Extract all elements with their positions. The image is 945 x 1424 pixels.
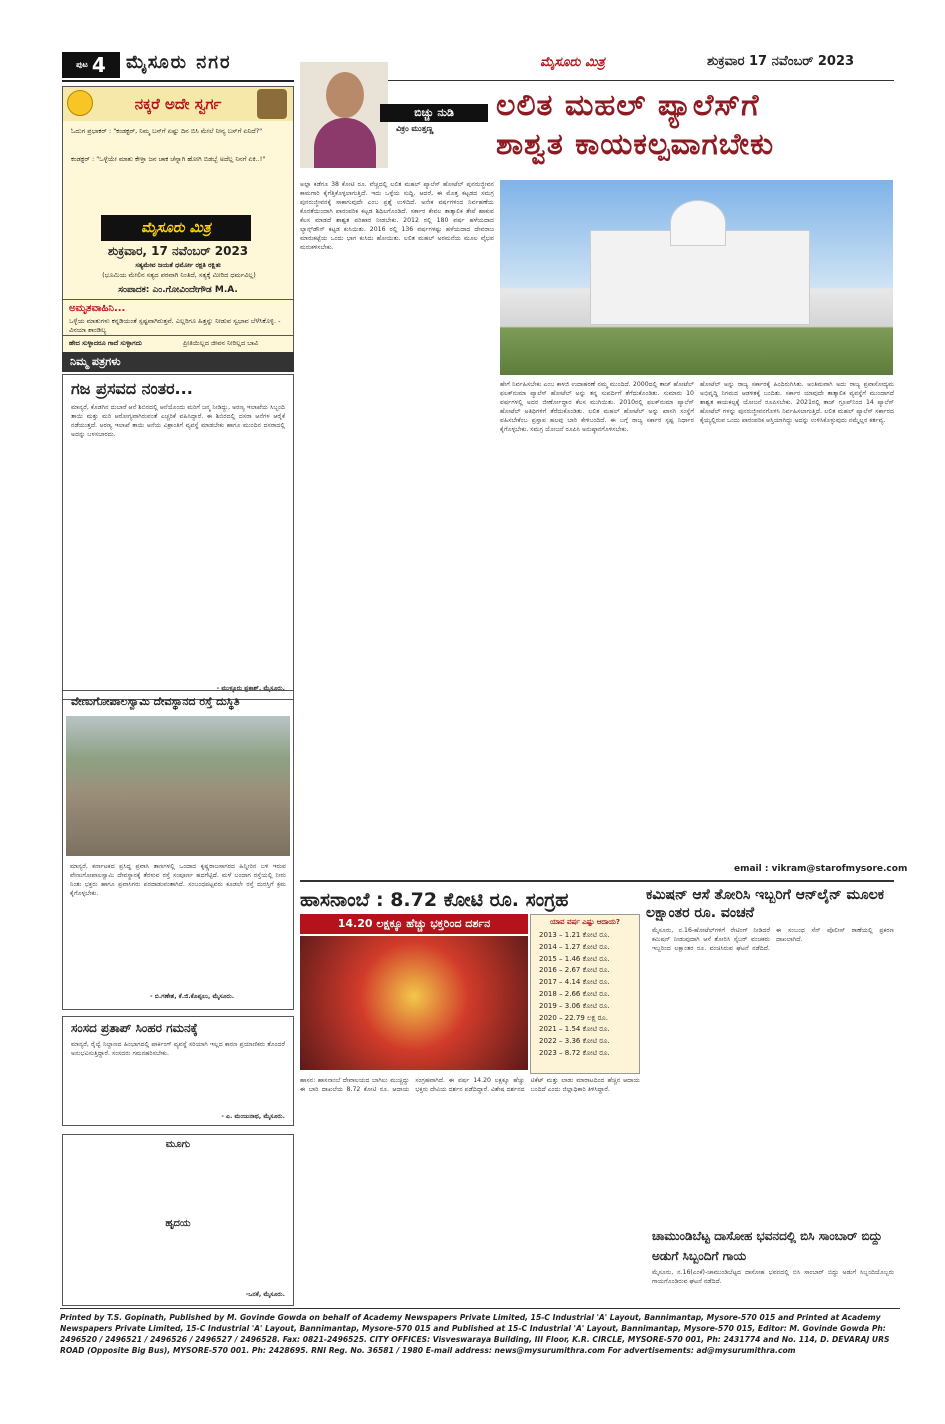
letters-section-label: ನಿಮ್ಮ ಪತ್ರಗಳು (70, 355, 121, 368)
editorial-col-1: ಅಲ್ಲಾ ಕಡೆಗೂ 38 ಕೋಟಿ ರೂ. ವೆಚ್ಚದಲ್ಲಿ ಲಲಿತ ಮಹಲ್ ಪ್ಯಾಲೆಸ್ ಹೋಟೆಲ್ ಪುನರುಜ್ಜೀವನ ಕಾಮಗಾರಿ ಕೈಗೆತ್ತಿಕೊಳ್ಳಲಾಗುತ್ತಿದೆ. ಇದು ಒಳ್ಳೆಯ ಸುದ್ದಿ. ಆದರೆ, ಈ ಮೊತ್ತ ಕಟ್ಟಡದ ಸಮಗ್ರ ಪುನರುಜ್ಜೀವನಕ್ಕೆ ಸಾಕಾಗುವುದೇ ಎಂಬ ಪ್ರಶ್ನೆ ಉಳಿದಿದೆ. ಅನೇಕ ವರ್ಷಗಳಿಂದ ನಿರ್ವಹಣೆಯ ಕೊರತೆಯಿಂದಾಗಿ ಪಾರಂಪರಿಕ ಕಟ್ಟಡ ಶಿಥಿಲಗೊಂಡಿದೆ. ಸರ್ಕಾರ ಕೇವಲ ತಾತ್ಕಾಲಿಕ ತೇಪೆ ಹಾಕುವ ಕೆಲಸ ಮಾಡದೆ ಶಾಶ್ವತ ಪರಿಹಾರ ನೀಡಬೇಕು. 2012 ರಲ್ಲಿ 180 ವರ್ಷ ಹಳೆಯದಾದ ಲ್ಯಾನ್ಸ್‌ಡೌನ್ ಕಟ್ಟಡ ಕುಸಿಯಿತು. 2016 ರಲ್ಲಿ 136 ವರ್ಷಗಳಷ್ಟು ಹಳೆಯದಾದ ದೇವರಾಜ ಮಾರುಕಟ್ಟೆಯ ಒಂದು ಭಾಗ ಕುಸಿದು ಹೋಯಿತು. ಲಲಿತ ಮಹಲ್ ಅರಮನೆಯ ಮೂಲ ವೈಭವ ಮರುಕಳಿಸಬೇಕು. (300, 181, 494, 251)
divider (63, 335, 293, 336)
masthead-editor: ಸಂಪಾದಕ: ಎಂ.ಗೋವಿಂದೇಗೌಡ M.A. (118, 285, 238, 295)
footer-rule (60, 1308, 900, 1309)
author-photo (300, 62, 388, 168)
year-row: 2020 – 22.79 ಲಕ್ಷ ರೂ. (539, 1013, 608, 1022)
year-row: 2018 – 2.66 ಕೋಟಿ ರೂ. (539, 989, 610, 998)
humor-title: ನಕ್ಕರೆ ಅದೇ ಸ್ವರ್ಗ (134, 95, 222, 113)
letter-2-body: ಮಾನ್ಯರೆ, ಕರ್ನಾಟಕದ ಪ್ರಸಿದ್ಧ ಪ್ರವಾಸಿ ತಾಣಗಳಲ್ಲಿ ಒಂದಾದ ಕೃಷ್ಣರಾಜಸಾಗರದ ಹಿನ್ನೀರಿನ ಬಳಿ ಇರುವ ವೇಣುಗೋಪಾಲಸ್ವಾಮಿ ದೇವಸ್ಥಾನಕ್ಕೆ ತೆರಳುವ ರಸ್ತೆ ಸಂಪೂರ್ಣ ಹದಗೆಟ್ಟಿದೆ. ಮಳೆ ಬಂದಾಗ ರಸ್ತೆಯಲ್ಲಿ ನೀರು ನಿಂತು ಭಕ್ತರು ಹಾಗೂ ಪ್ರವಾಸಿಗರು ಪರದಾಡುವಂತಾಗಿದೆ. ಸಂಬಂಧಪಟ್ಟವರು ಕೂಡಲೇ ರಸ್ತೆ ದುರಸ್ತಿಗೆ ಕ್ರಮ ಕೈಗೊಳ್ಳಬೇಕು. (70, 863, 286, 897)
chamundi-headline: ಚಾಮುಂಡಿಬೆಟ್ಟ ದಾಸೋಹ ಭವನದಲ್ಲಿ ಬಿಸಿ ಸಾಂಬಾರ್ ಬಿದ್ದು ಅಡುಗೆ ಸಿಬ್ಬಂದಿಗೆ ಗಾಯ (652, 1229, 883, 1263)
section-rule (300, 880, 894, 882)
divider (63, 299, 293, 300)
hasanambe-photo (300, 936, 528, 1070)
laughing-emoji-icon (67, 90, 93, 116)
masthead-logo: ಮೈಸೂರು ಮಿತ್ರ (101, 215, 251, 241)
cartoon-icon (257, 89, 287, 119)
hasanambe-headline: ಹಾಸನಾಂಬೆ : 8.72 ಕೋಟಿ ರೂ. ಸಂಗ್ರಹ (300, 889, 569, 911)
editorial-col-3: ಹೋಟೆಲ್ ಅನ್ನು ರಾಜ್ಯ ಸರ್ಕಾರಕ್ಕೆ ಹಿಂದಿರುಗಿಸಿತು. ಅಂತಿಮವಾಗಿ ಅದು ರಾಜ್ಯ ಪ್ರವಾಸೋದ್ಯಮ ಅಭಿವೃದ್ಧಿ ನಿಗಮದ ಆಡಳಿತಕ್ಕೆ ಬಂದಿತು. ಸರ್ಕಾರ ಯಾವುದೇ ತಾತ್ಕಾಲಿಕ ವ್ಯವಸ್ಥೆಗೆ ಮುಂದಾಗದೆ ಶಾಶ್ವತ ಕಾಯಕಲ್ಪಕ್ಕೆ ಯೋಜನೆ ರೂಪಿಸಬೇಕು. 2021ರಲ್ಲಿ ತಾಜ್ ಗ್ರೂಪ್‌ನಿಂದ 14 ಪ್ಯಾಲೆಸ್ ಹೋಟೆಲ್ ಗಳನ್ನು ಪುನರುಜ್ಜೀವನಗೊಳಿಸಿ ನಿರ್ವಹಿಸಲಾಗುತ್ತಿದೆ. ಲಲಿತ ಮಹಲ್ ಪ್ಯಾಲೆಸ್ ಸರ್ಕಾರದ ಕೈಯ್ಯಲ್ಲಿರುವ ಒಂದು ಪಾರಂಪರಿಕ ಆಸ್ತಿಯಾಗಿದ್ದು ಅದನ್ನು ಉಳಿಸಿಕೊಳ್ಳುವುದು ನಮ್ಮೆಲ್ಲರ ಕರ್ತವ್ಯ. (700, 381, 894, 424)
amrita-text: ಒಳ್ಳೆಯ ಮಾತುಗಳು ಕನ್ನಡಿಯಂತೆ ಸ್ಪಷ್ಟವಾಗಿರುತ್ತವೆ. ಎಲ್ಲರಿಗೂ ಹಿತ್ತನ್ನು ನೀಡುವ ಸ್ವಭಾವ ಬೆಳೆಸಿಕೊಳ್ಳಿ. - ವಿನಯಾ ಶಾಂಡಿಲ್ಯ (69, 317, 281, 334)
proverb-box: ಹೇದ ಸುಳ್ಳಾದರೂ ಗಾದೆ ಸುಳ್ಳಾಗದು (69, 339, 142, 347)
masthead-date: ಶುಕ್ರವಾರ, 17 ನವೆಂಬರ್ 2023 (107, 244, 249, 258)
year-row: 2021 – 1.54 ಕೋಟಿ ರೂ. (539, 1025, 610, 1034)
author-email[interactable]: email : vikram@starofmysore.com (734, 864, 908, 874)
editorial-col-2: ಹೇಗೆ ನಿರ್ವಹಿಸಬೇಕು ಎಂಬ ಕಾಳಜಿ ಉದಾಹರಣೆ ನಮ್ಮ ಮುಂದಿದೆ. 2000ದಲ್ಲಿ ತಾಜ್ ಹೋಟೆಲ್ ಫಲಕ್‌ನುಮಾ ಪ್ಯಾಲೆಸ್ ಹೋಟೆಲ್ ಅನ್ನು ತನ್ನ ಸುಪರ್ದಿಗೆ ತೆಗೆದುಕೊಂಡಿತು. ಸುಮಾರು 10 ವರ್ಷಗಳಲ್ಲಿ ಅದರ ಜೀರ್ಣೋದ್ಧಾರ ಕೆಲಸ ಮುಗಿಯಿತು. 2010ರಲ್ಲಿ ಫಲಕ್‌ನುಮಾ ಪ್ಯಾಲೆಸ್ ಹೋಟೆಲ್ ಅತಿಥಿಗಳಿಗೆ ತೆರೆದುಕೊಂಡಿತು. ಲಲಿತ ಮಹಲ್ ಹೋಟೆಲ್ ಅನ್ನು ಖಾಸಗಿ ಸಂಸ್ಥೆಗೆ ವಹಿಸಬೇಕೆಂಬ ಪ್ರಸ್ತಾಪ ಹಲವು ಬಾರಿ ಕೇಳಿಬಂದಿದೆ. ಈ ಬಗ್ಗೆ ರಾಜ್ಯ ಸರ್ಕಾರ ಸ್ಪಷ್ಟ ನಿರ್ಧಾರ ಕೈಗೊಳ್ಳಬೇಕು. ಸಮಗ್ರ ಯೋಜನೆ ರೂಪಿಸಿ ಅನುಷ್ಠಾನಗೊಳಿಸಬೇಕು. (500, 381, 694, 433)
humor-title-bar (63, 87, 293, 121)
year-box-title: ಯಾವ ವರ್ಷ ಎಷ್ಟು ಆದಾಯ? (550, 918, 620, 926)
proverb-box-2: ಪ್ರೀತಿಯಿಲ್ಲದ ಜೀವನ ನೀರಿಲ್ಲದ ಬಾವಿ (183, 339, 259, 347)
column-tag: ಬಿಚ್ಚು ನುಡಿ (380, 104, 488, 122)
online-fraud-body: ಮೈಸೂರು, ನ.16-ಹೋಟೆಲ್‌ಗಳಿಗೆ ರೇಟಿಂಗ್ ನೀಡಿದರೆ ಕಮಿಷನ್ ನೀಡುವುದಾಗಿ ಆಸೆ ತೋರಿಸಿ ಸೈಬರ್ ವಂಚಕರು ಇಬ್ಬರಿಂದ ಲಕ್ಷಾಂತರ ರೂ. ವಂಚಿಸಿರುವ ಘಟನೆ ನಡೆದಿದೆ. ಈ ಸಂಬಂಧ ಸೆನ್ ಪೊಲೀಸ್ ಠಾಣೆಯಲ್ಲಿ ಪ್ರಕರಣ ದಾಖಲಾಗಿದೆ. (652, 927, 894, 952)
letter-2-sign: - ಬಿ.ಗಣೇಶ, ಕೆ.ಜಿ.ಕೊಪ್ಪಲು, ಮೈಸೂರು. (150, 993, 235, 1000)
letter-1-title: ಗಜ ಪ್ರಸವದ ನಂತರ... (71, 379, 193, 398)
publication-logo: ಮೈಸೂರು ಮಿತ್ರ (540, 55, 605, 70)
headline-line-2: ಶಾಶ್ವತ ಕಾಯಕಲ್ಪವಾಗಬೇಕು (496, 127, 775, 162)
humor-box (62, 86, 294, 358)
humor-line-2: ಕಂಡಕ್ಟರ್ : "ಒಳ್ಳೆಯೇ ಮಾತು ಕೇಳ್ತಾ ಜನ ಚಾಕ ಚೆನ್ನಾಗಿ ಹೋಗಿ ಬಿಡಬ್ಬೆ ಅದೆಲ್ಲ ನಿನಗೆ ಏಕಿ..!" (71, 155, 266, 163)
hasanambe-body: ಹಾಸನ: ಹಾಸನಾಂಬೆ ದೇವಾಲಯದ ಬಾಗಿಲು ಮುಚ್ಚಿದ್ದು ಈ ಬಾರಿ ದಾಖಲೆಯ 8.72 ಕೋಟಿ ರೂ. ಆದಾಯ ಸಂಗ್ರಹವಾಗಿದೆ. ಈ ವರ್ಷ 14.20 ಲಕ್ಷಕ್ಕೂ ಹೆಚ್ಚು ಭಕ್ತರು ದೇವಿಯ ದರ್ಶನ ಪಡೆದಿದ್ದಾರೆ. ವಿಶೇಷ ದರ್ಶನದ ಟಿಕೆಟ್ ಮತ್ತು ಲಾಡು ಮಾರಾಟದಿಂದ ಹೆಚ್ಚಿನ ಆದಾಯ ಬಂದಿದೆ ಎಂದು ಜಿಲ್ಲಾಧಿಕಾರಿ ತಿಳಿಸಿದ್ದಾರೆ. (300, 1077, 640, 1093)
letter-3-body: ಮಾನ್ಯರೆ, ರೈಲ್ವೆ ನಿಲ್ದಾಣದ ಹಿಂಭಾಗದಲ್ಲಿ ಪಾರ್ಕಿಂಗ್ ವ್ಯವಸ್ಥೆ ಸರಿಯಾಗಿ ಇಲ್ಲದ ಕಾರಣ ಪ್ರಯಾಣಿಕರು ತೊಂದರೆ ಅನುಭವಿಸುತ್ತಿದ್ದಾರೆ. ಸಂಸದರು ಗಮನಹರಿಸಬೇಕು. (71, 1041, 285, 1057)
author-face (326, 72, 364, 118)
header-divider (62, 80, 294, 82)
year-row: 2013 – 1.21 ಕೋಟಿ ರೂ. (539, 931, 610, 939)
headline-line-1: ಲಲಿತ ಮಹಲ್ ಪ್ಯಾಲೆಸ್‌ಗೆ (496, 88, 760, 123)
imprint-footer: Printed by T.S. Gopinath, Published by M. Govinde Gowda on behalf of Academy Newspapers Private Limited, 15-C Industrial 'A' Layout, Bannimantap, Mysore-570 015 and Printed at Academy Newspapers Private Limited, 15-C Industrial 'A' Layout, Bannimantap, Mysore-570 015 and Published at 15-C Industrial 'A' Layout, Bannimantap, Mysore-570 015, Editor: M. Govinde Gowda Ph: 2496520 / 2496521 / 2496526 / 2496527 / 2496528. Fax: 0821-2496525. CITY OFFICES: Visveswaraya Building, III Floor, K.R. CIRCLE, MYSORE-570 001, Ph: 2431774 and No. 114, D. DEVARAJ URS ROAD (Opposite Big Bus), MYSORE-570 001. Ph: 2428695. RNI Reg. No. 36581 / 1980 E-mail address: news@mysurumithra.com For advertisements: ad@mysurumithra.com (60, 1313, 890, 1355)
poem-title-2: ಹೃದಯ (165, 1218, 191, 1229)
chamundi-body: ಮೈಸೂರು, ನ.16(ಎಂಕೆ)-ಚಾಮುಂಡಿಬೆಟ್ಟದ ದಾಸೋಹ ಭವನದಲ್ಲಿ ಬಿಸಿ ಸಾಂಬಾರ್ ಬಿದ್ದು ಅಡುಗೆ ಸಿಬ್ಬಂದಿಯೊಬ್ಬರು ಗಾಯಗೊಂಡಿರುವ ಘಟನೆ ನಡೆದಿದೆ. (652, 1269, 894, 1285)
hasanambe-subheadline: 14.20 ಲಕ್ಷಕ್ಕೂ ಹೆಚ್ಚು ಭಕ್ತರಿಂದ ದರ್ಶನ (300, 914, 528, 934)
year-row: 2016 – 2.67 ಕೋಟಿ ರೂ. (539, 966, 610, 975)
road-photo (66, 716, 290, 856)
poem-sign: -ಒನಕೆ, ಮೈಸೂರು. (245, 1291, 285, 1298)
author-shirt (314, 118, 376, 168)
year-row: 2015 – 1.46 ಕೋಟಿ ರೂ. (539, 954, 610, 963)
section-title: ಮೈಸೂರು ನಗರ (126, 52, 232, 73)
year-row: 2019 – 3.06 ಕೋಟಿ ರೂ. (539, 1001, 610, 1010)
letter-2-title: ವೇಣುಗೋಪಾಲಸ್ವಾಮಿ ದೇವಸ್ಥಾನದ ರಸ್ತೆ ದುಸ್ಥಿತಿ (71, 695, 240, 708)
author-name: ವಿಕ್ರಂ ಮುತ್ತಣ್ಣ (396, 124, 434, 133)
year-row: 2023 – 8.72 ಕೋಟಿ ರೂ. (539, 1048, 610, 1057)
letter-3-sign: - ಎ. ಮಂಜುನಾಥ, ಮೈಸೂರು. (221, 1113, 285, 1120)
year-row: 2022 – 3.36 ಕೋಟಿ ರೂ. (539, 1037, 610, 1046)
page-number-value: 4 (91, 53, 106, 77)
letter-1 (62, 374, 294, 700)
lalitha-mahal-photo (500, 180, 893, 375)
poem-title: ಮೂಗು (165, 1139, 191, 1150)
page-number (62, 52, 120, 78)
masthead-motto: ಸತ್ಯಮೇವ ಜಯತೆ ಧರ್ಮೋ ರಕ್ಷತಿ ರಕ್ಷಿತಃ (135, 261, 221, 269)
editorial-headline (496, 86, 894, 164)
humor-line-1: ಓದುಗ ಪ್ರಭಾಕರ್ : "ಕಂಡಕ್ಟರ್, ನಿಮ್ಮ ಬಸ್‌ಗೆ ಏಷ್ಟು ದಿನ ಬಿಸಿ ಮೇಲೆ ನೀನ್ಯ ಬಸ್‌ಗೆ ಏನಿದೆ?" (71, 127, 263, 135)
letters-section-header (62, 352, 294, 372)
header-rule (300, 80, 894, 81)
letter-1-sign: - ಮುಳ್ಳೂರು ಪ್ರಕಾಶ್, ಮೈಸೂರು. (216, 685, 285, 692)
online-fraud-headline: ಕಮಿಷನ್ ಆಸೆ ತೋರಿಸಿ ಇಬ್ಬರಿಗೆ ಆನ್‌ಲೈನ್ ಮೂಲಕ ಲಕ್ಷಾಂತರ ರೂ. ವಂಚನೆ (646, 887, 885, 921)
poem-box (62, 1134, 294, 1306)
masthead-motto-2: (ಭೂಮಿಯ ಮೇಲಿನ ಸತ್ಯದ ಪರವಾಗಿ ನಿಂತಿದೆ, ಸತ್ಯಕ್ಕೆ ಮೀರಿದ ಧರ್ಮವಿಲ್ಲ) (102, 271, 256, 279)
palace-dome (670, 200, 726, 246)
letter-1-body: ಮಾನ್ಯರೆ, ಕೊಡಗಿನ ದುಬಾರೆ ಆನೆ ಶಿಬಿರದಲ್ಲಿ ಆನೆಯೊಂದು ಮರಿಗೆ ಜನ್ಮ ನೀಡಿದ್ದು, ಅರಣ್ಯ ಇಲಾಖೆಯ ಸಿಬ್ಬಂದಿ ತಾಯಿ ಮತ್ತು ಮರಿ ಆರೋಗ್ಯವಾಗಿರುವಂತೆ ಎಚ್ಚರಿಕೆ ವಹಿಸಿದ್ದಾರೆ. ಈ ಶಿಬಿರದಲ್ಲಿ ದಸರಾ ಆನೆಗಳ ಆರೈಕೆ ನಡೆಯುತ್ತದೆ. ಅರಣ್ಯ ಇಲಾಖೆ ತಾಯಿ ಆನೆಯ ವಿಶ್ರಾಂತಿಗೆ ವ್ಯವಸ್ಥೆ ಮಾಡಬೇಕು ಹಾಗೂ ಮುಂದಿನ ದಸರಾದಲ್ಲಿ ಅದನ್ನು ಬಳಸಬಾರದು. (71, 404, 285, 438)
year-row: 2017 – 4.14 ಕೋಟಿ ರೂ. (539, 978, 610, 987)
amrita-title: ಅಮೃತವಾಹಿನಿ... (69, 303, 126, 314)
year-row: 2014 – 1.27 ಕೋಟಿ ರೂ. (539, 942, 610, 951)
letter-3-title: ಸಂಸದ ಪ್ರತಾಪ್ ಸಿಂಹರ ಗಮನಕ್ಕೆ (71, 1021, 198, 1035)
page-date: ಶುಕ್ರವಾರ 17 ನವೆಂಬರ್ 2023 (707, 54, 855, 69)
year-income-box (530, 914, 640, 1074)
letter-3 (62, 1016, 294, 1126)
page-prefix: ಪುಟ (76, 60, 88, 69)
